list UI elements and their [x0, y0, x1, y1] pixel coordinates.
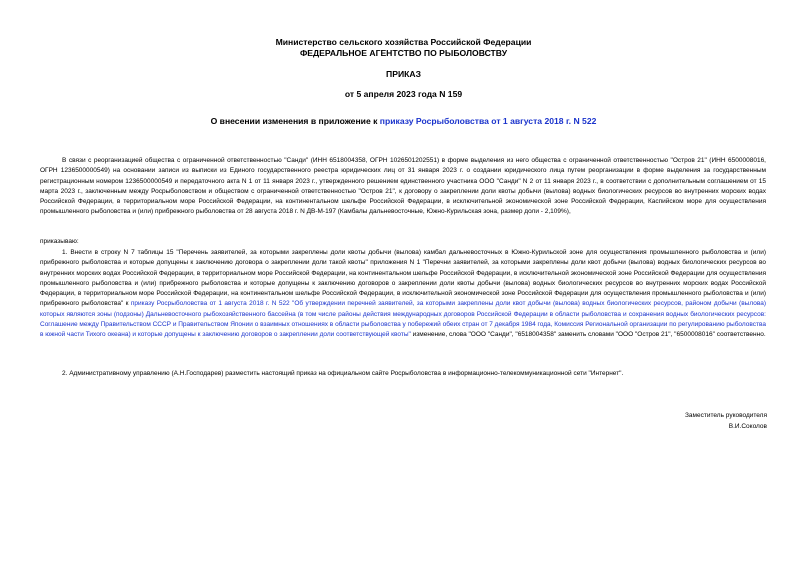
item-1-text-a: 1. Внести в строку N 7 таблицы 15 "Перечень заявителей, за которыми закреплены доли квоты добычи (вылова) камбал дальневосточных в Южно-Курильской зоне для осуществления промышленного рыболовства и (или) прибрежного рыболовства и которые допущены к заключению договора о закреплении доли такой квоты" приложения N 1 "Перечни заявителей, за которыми закреплены доли квот добычи (вылова) водных биологических ресурсов во внутренних морских водах Российской Федерации, в территориальном море Российской Федерации, на континентальном шельфе Российской Федерации, в исключительной экономической зоне Российской Федерации для осуществления промышленного рыболовства и (или) прибрежного рыболовства и которые допущены к заключению договоров о закреплении доли квоты добычи (вылова) водных биологических ресурсов во внутренних морских водах Российской Федерации, в территориальном море Российской Федерации, на континентальном шельфе Российской Федерации, в исключительной экономической зоне Российской Федерации для осуществления промышленного рыболовства и (или) прибрежного рыболовства" к [40, 249, 766, 308]
preamble-block [40, 156, 766, 218]
order-word: приказываю: [40, 238, 79, 245]
ministry-title: Министерство сельского хозяйства Российской Федерации [275, 37, 532, 47]
document-date: от 5 апреля 2023 года N 159 [344, 89, 463, 99]
order-word-block [40, 237, 766, 247]
subject-prefix: О внесении изменения в приложение к [210, 116, 380, 126]
subject-order-link[interactable]: приказу Росрыболовства от 1 августа 2018 г. N 522 [379, 116, 597, 126]
item-1-order-link[interactable]: приказу Росрыболовства от 1 августа 2018 г. N 522 "Об утверждении перечней заявителей, за которыми закреплены доли квот добычи (вылова) водных биологических ресурсов, районом добычи (вылова) которых являются зоны (подзоны) Дальневосточного рыбохозяйственного бассейна (в том числе районы действия международных договоров Российской Федерации в области рыболовства и сохранения водных биологических ресурсов: Соглашение между Правительством СССР и Правительством Японии о взаимных отношениях в области рыболовства у побережий обеих стран от 7 декабря 1984 года, Комиссия Региональной организации по регулированию рыболовства в южной части Тихого океана) и которые допущены к заключению договоров о закреплении доли соответствующей квоты" [40, 300, 766, 339]
signature-name: В.И.Соколов [728, 423, 767, 430]
document-subject [0, 116, 807, 127]
item-2-block [40, 369, 766, 379]
item-1-block [40, 248, 766, 341]
agency-title: ФЕДЕРАЛЬНОЕ АГЕНТСТВО ПО РЫБОЛОВСТВУ [299, 48, 508, 58]
item-1-paragraph [40, 248, 766, 341]
document-type: ПРИКАЗ [386, 69, 421, 79]
signature-position: Заместитель руководителя [685, 412, 767, 419]
preamble-paragraph: В связи с реорганизацией общества с ограниченной ответственностью "Санди" (ИНН 6518004358, ОГРН 1026501202551) в форме выделения из него общества с ограниченной ответственностью "Остров 21" (ИНН 6500008016, ОГРН 1236500000549) на основании записи из выписки из Единого государственного реестра юридических лиц от 31 января 2023 г. о создании юридического лица путем реорганизации в форме выделения за государственным регистрационным номером 1236500000549 и передаточного акта N 1 от 11 января 2023 г., утвержденного решением единственного участника ООО "Санди" N 2 от 11 января 2023 г., в соответствии с дополнительным соглашением от 15 марта 2023 г., заключенным между Росрыболовством и обществом с ограниченной ответственностью "Остров 21", к договору о закреплении доли квоты добычи (вылова) водных биологических ресурсов во внутренних морских водах Российской Федерации, в территориальном море Российской Федерации, на континентальном шельфе Российской Федерации, в исключительной экономической зоне Российской Федерации, Каспийском море для осуществления промышленного рыболовства и (или) прибрежного рыболовства от 28 августа 2018 г. N ДВ-М-197 (Камбалы дальневосточные, Южно-Курильская зона, размер доли - 2,109%), [40, 157, 766, 216]
item-2-paragraph: 2. Административному управлению (А.Н.Господарев) разместить настоящий приказ на официальном сайте Росрыболовства в информационно-телекоммуникационной сети "Интернет". [62, 370, 624, 377]
item-1-text-b: изменение, слова "ООО "Санди", "6518004358" заменить словами "ООО "Остров 21", "6500008016" соответственно. [410, 331, 766, 339]
